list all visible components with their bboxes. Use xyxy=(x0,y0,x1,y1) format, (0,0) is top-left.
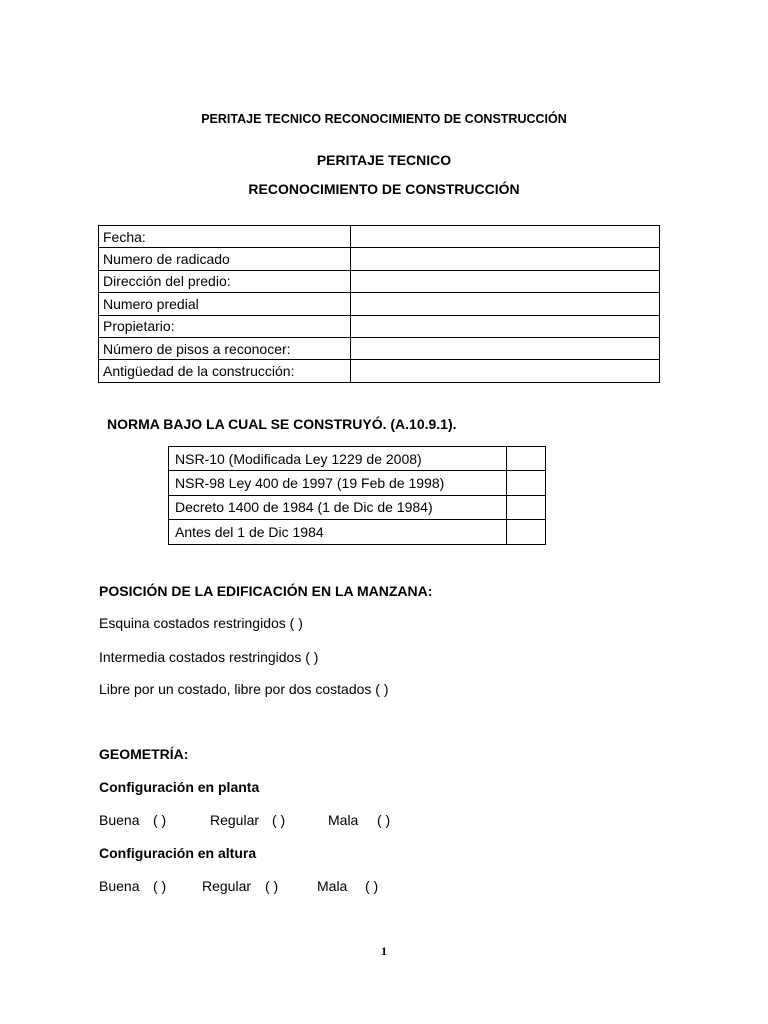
info-row-value[interactable] xyxy=(351,315,660,337)
info-row-label: Número de pisos a reconocer: xyxy=(99,337,351,359)
norma-row xyxy=(169,447,546,471)
norma-row-label: NSR-98 Ley 400 de 1997 (19 Feb de 1998) xyxy=(169,471,507,495)
info-row-value[interactable] xyxy=(351,293,660,315)
planta-mala-label: Mala xyxy=(328,812,359,828)
info-row xyxy=(99,293,660,315)
info-row-label: Dirección del predio: xyxy=(99,270,351,292)
norma-row-checkbox[interactable] xyxy=(507,471,546,495)
info-table xyxy=(98,225,660,383)
posicion-option-libre: Libre por un costado, libre por dos costados ( ) xyxy=(99,681,389,697)
document-header: PERITAJE TECNICO RECONOCIMIENTO DE CONSTRUCCIÓN xyxy=(201,112,567,126)
planta-buena-label: Buena xyxy=(99,812,140,828)
posicion-option-esquina: Esquina costados restringidos ( ) xyxy=(99,615,303,631)
altura-regular-checkbox[interactable]: ( ) xyxy=(265,878,279,894)
geometria-heading: GEOMETRÍA: xyxy=(99,746,189,762)
info-row-value[interactable] xyxy=(351,360,660,382)
planta-buena-checkbox[interactable]: ( ) xyxy=(153,812,167,828)
info-row xyxy=(99,248,660,270)
altura-mala-checkbox[interactable]: ( ) xyxy=(365,878,379,894)
info-row xyxy=(99,360,660,382)
norma-row-checkbox[interactable] xyxy=(507,495,546,519)
norma-table xyxy=(168,446,546,545)
altura-buena-checkbox[interactable]: ( ) xyxy=(153,878,167,894)
document-subtitle: RECONOCIMIENTO DE CONSTRUCCIÓN xyxy=(248,181,520,197)
planta-regular-checkbox[interactable]: ( ) xyxy=(272,812,286,828)
page-number: 1 xyxy=(381,944,387,958)
posicion-option-intermedia: Intermedia costados restringidos ( ) xyxy=(99,649,319,665)
norma-row-label: Decreto 1400 de 1984 (1 de Dic de 1984) xyxy=(169,495,507,519)
planta-regular-label: Regular xyxy=(210,812,260,828)
norma-row-checkbox[interactable] xyxy=(507,447,546,471)
norma-heading: NORMA BAJO LA CUAL SE CONSTRUYÓ. (A.10.9.1). xyxy=(107,416,457,432)
planta-label: Configuración en planta xyxy=(99,779,260,795)
altura-regular-label: Regular xyxy=(202,878,252,894)
norma-row xyxy=(169,471,546,495)
document-title: PERITAJE TECNICO xyxy=(316,152,452,168)
altura-label: Configuración en altura xyxy=(99,845,257,861)
info-row-label: Antigüedad de la construcción: xyxy=(99,360,351,382)
info-row-value[interactable] xyxy=(351,248,660,270)
norma-row-label: NSR-10 (Modificada Ley 1229 de 2008) xyxy=(169,447,507,471)
info-row-label: Propietario: xyxy=(99,315,351,337)
planta-mala-checkbox[interactable]: ( ) xyxy=(377,812,391,828)
info-row xyxy=(99,337,660,359)
norma-row-checkbox[interactable] xyxy=(507,520,546,544)
norma-row xyxy=(169,520,546,544)
info-row-label: Numero predial xyxy=(99,293,351,315)
norma-row xyxy=(169,495,546,519)
altura-mala-label: Mala xyxy=(317,878,348,894)
info-row xyxy=(99,315,660,337)
info-row xyxy=(99,270,660,292)
info-row xyxy=(99,226,660,248)
info-row-label: Numero de radicado xyxy=(99,248,351,270)
norma-row-label: Antes del 1 de Dic 1984 xyxy=(169,520,507,544)
info-row-label: Fecha: xyxy=(99,226,351,248)
posicion-heading: POSICIÓN DE LA EDIFICACIÓN EN LA MANZANA: xyxy=(99,583,433,599)
info-row-value[interactable] xyxy=(351,226,660,248)
altura-buena-label: Buena xyxy=(99,878,140,894)
info-row-value[interactable] xyxy=(351,337,660,359)
info-row-value[interactable] xyxy=(351,270,660,292)
